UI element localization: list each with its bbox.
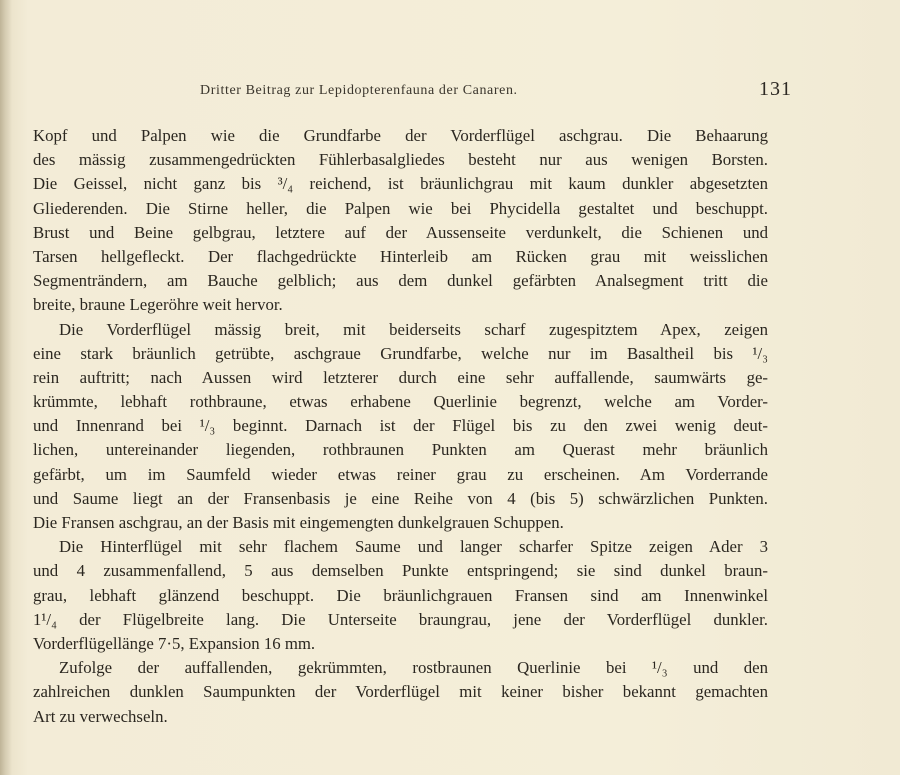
- text-line: lichen, untereinander liegenden, rothbraunen Punkten am Querast mehr bräunlich: [33, 440, 768, 460]
- page-gutter: [0, 0, 12, 775]
- text-line: grau, lebhaft glänzend beschuppt. Die bräunlichgrauen Fransen sind am Innenwinkel: [33, 585, 768, 605]
- text-line: und Innenrand bei ¹/₃ beginnt. Darnach ist der Flügel bis zu den zwei wenig deut-: [33, 416, 768, 436]
- text-line: Segmenträndern, am Bauche gelblich; aus dem dunkel gefärbten Analsegment tritt die: [33, 271, 768, 291]
- text-line: Kopf und Palpen wie die Grundfarbe der Vorderflügel aschgrau. Die Behaarung: [33, 126, 768, 145]
- text-line: zahlreichen dunklen Saumpunkten der Vorderflügel mit keiner bisher bekannt gemachten: [33, 682, 768, 702]
- text-line: krümmte, lebhaft rothbraune, etwas erhabene Querlinie begrenzt, welche am Vorder-: [33, 392, 768, 412]
- text-line: Die Vorderflügel mässig breit, mit beiderseits scharf zugespitztem Apex, zeigen: [59, 319, 768, 339]
- body-text: [33, 124, 768, 729]
- text-line: Zufolge der auffallenden, gekrümmten, rostbraunen Querlinie bei ¹/₃ und den: [59, 658, 768, 678]
- page-number: 131: [759, 78, 792, 100]
- text-line: und 4 zusammenfallend, 5 aus demselben Punkte entspringend; sie sind dunkel braun-: [33, 561, 768, 581]
- page-header: [200, 78, 792, 105]
- text-line: Gliederenden. Die Stirne heller, die Palpen wie bei Phycidella gestaltet und beschuppt.: [33, 198, 768, 218]
- text-line: 1¹/₄ der Flügelbreite lang. Die Unterseite braungrau, jene der Vorderflügel dunkler.: [33, 609, 768, 629]
- text-line: und Saume liegt an der Fransenbasis je eine Reihe von 4 (bis 5) schwärzlichen Punkten.: [33, 488, 768, 508]
- running-head: Dritter Beitrag zur Lepidopterenfauna der Canaren.: [200, 83, 518, 98]
- text-line: des mässig zusammengedrückten Fühlerbasalgliedes besteht nur aus wenigen Borsten.: [33, 150, 768, 170]
- text-line: gefärbt, um im Saumfeld wieder etwas reiner grau zu erscheinen. Am Vorderrande: [33, 464, 768, 484]
- text-line: Art zu verwechseln.: [33, 706, 168, 726]
- text-line: Vorderflügellänge 7·5, Expansion 16 mm.: [33, 633, 316, 653]
- text-line: Brust und Beine gelbgrau, letztere auf der Aussenseite verdunkelt, die Schienen und: [33, 222, 768, 242]
- text-line: Die Hinterflügel mit sehr flachem Saume und langer scharfer Spitze zeigen Ader 3: [59, 537, 768, 557]
- text-line: Die Geissel, nicht ganz bis ³/₄ reichend, ist bräunlichgrau mit kaum dunkler abgesetzten: [33, 174, 768, 194]
- text-line: breite, braune Legeröhre weit hervor.: [33, 295, 283, 315]
- text-line: Tarsen hellgefleckt. Der flachgedrückte Hinterleib am Rücken grau mit weisslichen: [33, 246, 768, 266]
- text-line: rein auftritt; nach Aussen wird letzterer durch eine sehr auffallende, saumwärts ge-: [33, 367, 768, 387]
- text-line: Die Fransen aschgrau, an der Basis mit eingemengten dunkelgrauen Schuppen.: [33, 513, 564, 532]
- text-line: eine stark bräunlich getrübte, aschgraue Grundfarbe, welche nur im Basaltheil bis ¹/₃: [33, 343, 768, 363]
